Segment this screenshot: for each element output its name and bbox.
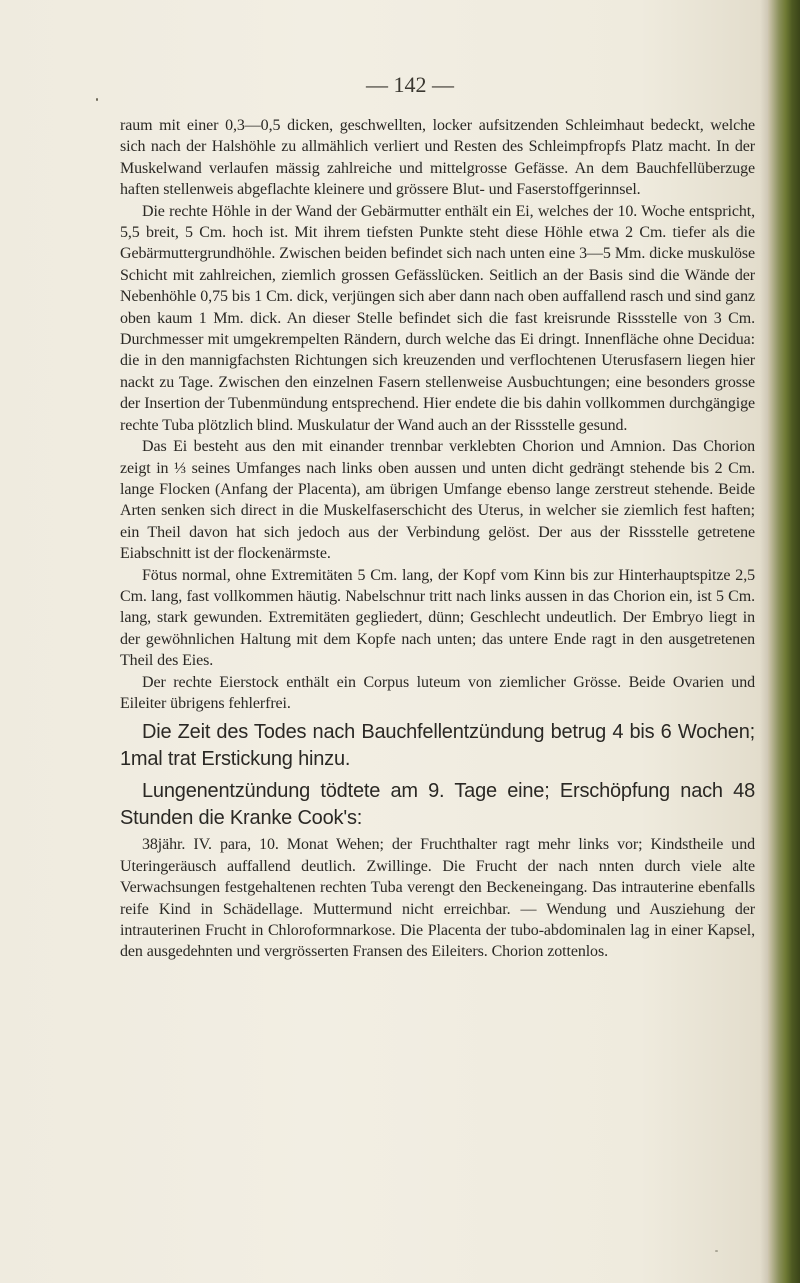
page-number: — 142 — <box>366 72 454 97</box>
paragraph-continuation: raum mit einer 0,3—0,5 dicken, geschwellten, locker aufsitzenden Schleimhaut bedeckt, welche sich nach der Halshöhle zu allmählich verliert und Resten des Schleimpfropfs Platz macht. In der Muskelwand verlaufen mässig zahlreiche und mittelgrosse Gefässe. An dem Bauchfellüberzuge haften stellenweis abgeflachte kleinere und grössere Blut- und Faserstoffgerinnsel. <box>120 117 755 199</box>
ink-speck <box>715 1250 718 1252</box>
paragraph-ovary: Der rechte Eierstock enthält ein Corpus luteum von ziemlicher Grösse. Beide Ovarien und Eileiter übrigens fehlerfrei. <box>120 673 755 712</box>
ink-speck <box>96 98 98 101</box>
summary-pneumonia: Lungenentzündung tödtete am 9. Tage eine; Erschöpfung nach 48 Stunden die Kranke Cook's: <box>120 780 755 830</box>
paragraph-egg: Das Ei besteht aus den mit einander trennbar verklebten Chorion und Amnion. Das Chorion zeigt in ⅓ seines Umfanges nach links oben aussen und unten dicht gedrängt stehende bis 2 Cm. lange Flocken (Anfang der Placenta), am übrigen Umfange ebenso lange zerstreut stehende. Beide Arten senken sich direct in die Muskelfaserschicht des Uterus, in welcher sie ziemlich fest haften; ein Theil davon hat sich jedoch aus der Verbindung gelöst. Der aus der Rissstelle getretene Eiabschnitt ist der flockenärmste. <box>120 438 755 563</box>
paragraph-fetus: Fötus normal, ohne Extremitäten 5 Cm. lang, der Kopf vom Kinn bis zur Hinterhauptspitze 2,5 Cm. lang, fast vollkommen häutig. Nabelschnur tritt nach links aussen in das Chorion ein, ist 5 Cm. lang, stark gewunden. Extremitäten gegliedert, dünn; Geschlecht undeutlich. Der Embryo liegt in der gewöhnlichen Haltung mit dem Kopfe nach unten; das untere Ende ragt in den ausgetretenen Theil des Eies. <box>120 566 755 670</box>
case-paragraph: 38jähr. IV. para, 10. Monat Wehen; der Fruchthalter ragt mehr links vor; Kindstheile und Uteringeräusch auffallend deutlich. Zwillinge. Die Frucht der nach nnten durch viele alte Verwachsungen festgehaltenen rechten Tuba verengt den Beckeneingang. Das intrauterine ebenfalls reife Kind in Schädellage. Muttermund nicht erreichbar. — Wendung und Ausziehung der intrauterinen Frucht in Chloroformnarkose. Die Placenta der tubo-abdominalen lag in einer Kapsel, den ausgedehnten und vergrösserten Fransen des Eileiters. Chorion zottenlos. <box>120 836 755 961</box>
summary-death-time: Die Zeit des Todes nach Bauchfellentzündung betrug 4 bis 6 Wochen; 1mal trat Erstickung hinzu. <box>120 721 755 771</box>
paragraph-right-cavity: Die rechte Höhle in der Wand der Gebärmutter enthält ein Ei, welches der 10. Woche entspricht, 5,5 breit, 5 Cm. hoch ist. Mit ihrem tiefsten Punkte steht diese Höhle etwa 2 Cm. tiefer als die Gebärmuttergrundhöhle. Zwischen beiden befindet sich nach unten eine 3—5 Mm. dicke muskulöse Schicht mit zahlreichen, ziemlich grossen Gefässlücken. Seitlich an der Basis sind die Wände der Nebenhöhle 0,75 bis 1 Cm. dick, verjüngen sich aber dann nach oben auffallend rasch und sind ganz oben kaum 1 Mm. dick. An dieser Stelle befindet sich die fast kreisrunde Rissstelle von 3 Cm. Durchmesser mit umgekrempelten Rändern, durch welche das Ei dringt. Innenfläche ohne Decidua: die in den mannigfachsten Richtungen sich kreuzenden und verflochtenen Uterusfasern liegen hier nackt zu Tage. Zwischen den einzelnen Fasern stellenweise Ausbuchtungen; eine besonders grosse der Insertion der Tubenmündung entsprechend. Hier endete die bis dahin vollkommen durchgängige rechte Tuba plötzlich blind. Muskulatur der Wand auch an der Rissstelle gesund. <box>120 202 755 434</box>
page-edge-binding <box>768 0 800 1283</box>
body-text <box>120 115 755 963</box>
